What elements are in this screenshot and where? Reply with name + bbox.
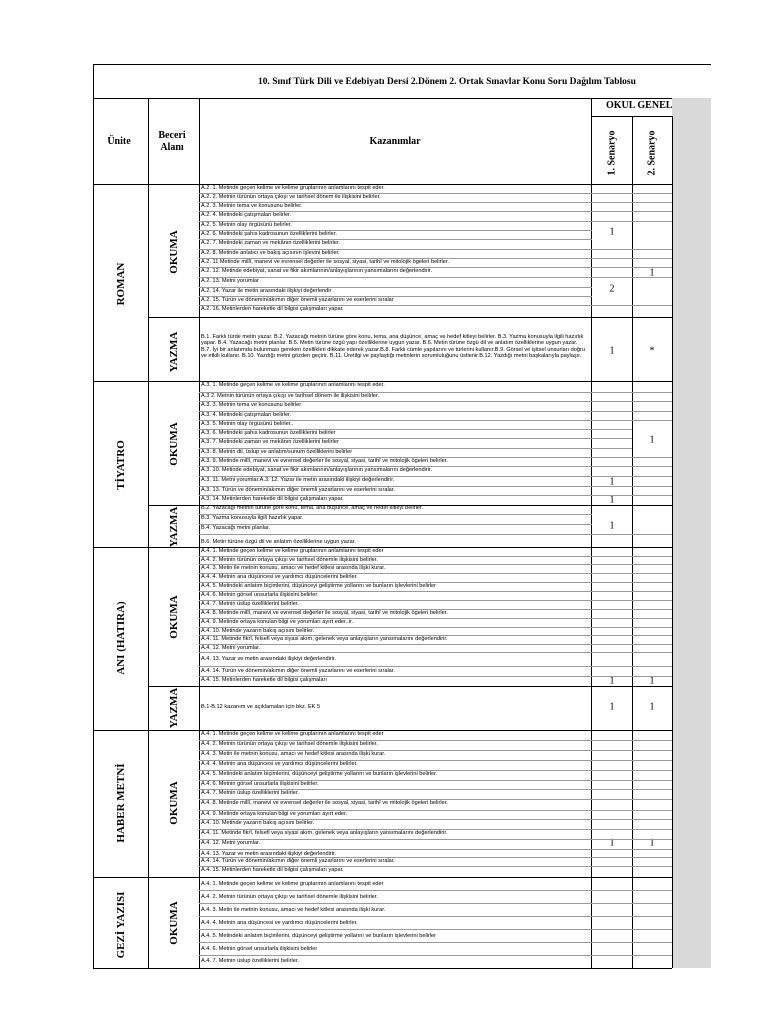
kazanim-row: A.4. 9. Metinde ortaya konulan bilgi ve yorumları ayırt eder..ir. bbox=[201, 619, 354, 625]
grid-line bbox=[199, 635, 672, 636]
kazanim-row: A.4. 5. Metindeki anlatım biçimlerini, düşünceyi geliştirme yollarını ve bunların işlevlerini belirler. bbox=[201, 771, 438, 777]
kazanim-row: A.4. 13. Yazar ve metin arasındaki ilişkiyi değerlendirir. bbox=[201, 656, 337, 662]
kazanim-row: A.3. 14. Metinlerden hareketle dil bilgisi çalışmaları yapar. bbox=[201, 496, 344, 502]
kazanim-row: A.3. 7. Metindeki zaman ve mekânın özelliklerini belirler bbox=[201, 439, 339, 445]
grid-line bbox=[199, 534, 672, 535]
grid-line bbox=[199, 789, 672, 790]
kazanim-row: B.6. Metin türüne özgü dil ve anlatım özelliklerine uygun yazar. bbox=[201, 539, 356, 545]
kazanim-row: A.4. 2. Metnin türünün ortaya çıkışı ve tarihsel dönemle ilişkisini belirler. bbox=[201, 557, 378, 563]
skill-haber-okuma: OKUMA bbox=[168, 781, 180, 825]
value-cell: 1 bbox=[609, 476, 615, 488]
grid-line bbox=[199, 277, 672, 278]
grid-line bbox=[199, 866, 672, 867]
kazanim-row: A.4. 6. Metnin görsel unsurlarla ilişkisini belirler bbox=[201, 946, 318, 952]
grid-line bbox=[199, 857, 672, 858]
kazanim-row: A.4. 12. Metni yorumlar. bbox=[201, 840, 261, 846]
kazanim-row: A.4. 7. Metnin üslup özelliklerini belirler. bbox=[201, 790, 299, 796]
grid-line bbox=[199, 193, 672, 194]
kazanim-row: A.4. 10. Metinde yazarın bakış açısını belirler. bbox=[201, 820, 315, 826]
grid-line bbox=[93, 547, 672, 548]
kazanim-row: A.4. 14. Türün ve dönemin/akımın diğer önemli yazarlarını ve eserlerini sıralar. bbox=[201, 668, 395, 674]
grid-line bbox=[632, 116, 633, 968]
grid-line bbox=[199, 609, 672, 610]
grid-line bbox=[199, 652, 672, 653]
grid-line bbox=[591, 116, 672, 117]
grid-line bbox=[93, 730, 672, 731]
grid-line bbox=[199, 239, 592, 240]
header-okul-genel: OKUL GENEL bbox=[606, 100, 672, 111]
header-senaryo-2: 2. Senaryo bbox=[646, 130, 658, 176]
grid-line bbox=[199, 780, 672, 781]
kazanim-row: A.4. 3. Metin ile metnin konusu, amacı ve hedef kitlesi arasında ilişki kurar. bbox=[201, 565, 386, 571]
value-cell: 2 bbox=[609, 283, 615, 295]
value-cell: 1 bbox=[609, 675, 615, 687]
kazanim-row: B.4. Yazacağı metni planlar. bbox=[201, 525, 271, 531]
kazanim-row: A.3. 11. Metni yorumlar.A.3. 12. Yazar ile metin arasındaki ilişkiyi değerlendirir. bbox=[201, 477, 395, 483]
page-title: 10. Sınıf Türk Dili ve Edebiyatı Dersi 2.Dönem 2. Ortak Sınavlar Konu Soru Dağılım Tablosu bbox=[258, 77, 636, 87]
kazanim-row: A.4. 2. Metnin türünün ortaya çıkışı ve tarihsel dönemle ilişkisini belirler. bbox=[201, 741, 378, 747]
value-cell: 1 bbox=[649, 701, 655, 713]
grid-line bbox=[199, 287, 592, 288]
grid-line bbox=[672, 116, 673, 968]
grid-line bbox=[93, 64, 94, 968]
kazanim-row: A.4. 1. Metinde geçen kelime ve kelime gruplarının anlamlarını tespit eder bbox=[201, 731, 384, 737]
grid-line bbox=[148, 98, 149, 968]
kazanim-row: A.3. 10. Metinde edebiyat, sanat ve fikir akımlarının/anlayışlarının yansımalarını değerlendirir. bbox=[201, 467, 433, 473]
kazanim-row: A.3. 6. Metindeki şahıs kadrosunun özelliklerini belirler bbox=[201, 430, 336, 436]
value-cell: 1 bbox=[609, 345, 615, 357]
grid-line bbox=[199, 420, 672, 421]
skill-tiyatro-yazma: YAZMA bbox=[168, 506, 180, 548]
grid-line bbox=[199, 644, 672, 645]
grid-line bbox=[199, 750, 672, 751]
kazanim-row: A.3. 9. Metinde millî, manevi ve evrensel değerler ile sosyal, siyasi, tarihî ve mitolojik ögeleri belirler. bbox=[201, 458, 448, 464]
grid-line bbox=[199, 457, 672, 458]
kazanim-row: A.4. 3. Metin ile metnin konusu, amacı ve hedef kitlesi arasında ilişki kurar. bbox=[201, 907, 386, 913]
grid-line bbox=[199, 524, 592, 525]
kazanim-row: A.4. 10. Metinde yazarın bakış açısını belirler. bbox=[201, 628, 315, 634]
value-cell: * bbox=[649, 345, 655, 357]
grid-line bbox=[199, 486, 672, 487]
skill-ani-okuma: OKUMA bbox=[168, 595, 180, 639]
kazanim-row: A.4. 4. Metnin ana düşüncesi ve yardımcı düşüncelerini belirler. bbox=[201, 574, 358, 580]
kazanim-row: A.4. 7. Metnin üslup özelliklerini belirler. bbox=[201, 601, 299, 607]
kazanim-paragraph: B.1. Farklı türde metin yazar. B.2. Yazacağı metnin türüne göre konu, tema, ana düşünce, amaç ve hedef kitleyi belirler. B.3. Yazma konusuyla ilgili hazırlık yapar. B.4. Yazacağı metni planlar. B.5. Metin türüne özgü yapı özelliklerine uygun yazar. B.6. Metin türüne özgü dil ve anlatım özelliklerine uygun yazar. B.7. İyi bir anlatımda bulunması gereken özellikleri dikkate ederek yazar.B.8. Farklı cümle yapılarını ve türlerini kullanır.B.9. Görsel ve işitsel unsurları doğru ve etkili kullanır. B.10. Yazdığı metni gözden geçirir. B.11. Üretilgi ve paylaştığı metinlerin sorumluluğunu üstlenir.B.12. Yazdığı metni başkalarıyla paylaşır. bbox=[201, 334, 585, 360]
grid-line bbox=[199, 249, 672, 250]
grid-line bbox=[148, 317, 672, 318]
grid-line bbox=[199, 849, 672, 850]
grid-line bbox=[199, 810, 672, 811]
kazanim-row: A.2. 4. Metindeki çatışmaları belirler. bbox=[201, 212, 292, 218]
kazanim-row: A.4. 15. Metinlerden hareketle dil bilgisi çalışmaları bbox=[201, 677, 327, 683]
kazanim-row: A.2. 1. Metinde geçen kelime ve kelime gruplarının anlamlarını tespit eder. bbox=[201, 185, 385, 191]
value-cell: 1 bbox=[649, 267, 655, 279]
unit-roman: ROMAN bbox=[115, 262, 127, 306]
grid-line bbox=[199, 202, 672, 203]
value-cell: 1 bbox=[609, 226, 615, 238]
grid-line bbox=[199, 799, 672, 800]
value-cell: 1 bbox=[649, 434, 655, 446]
grid-line bbox=[93, 877, 672, 878]
value-cell: 1 bbox=[609, 701, 615, 713]
grid-line bbox=[199, 476, 672, 477]
kazanim-row: A.4. 4. Metnin ana düşüncesi ve yardımcı düşüncelerini belirler. bbox=[201, 761, 358, 767]
grid-line bbox=[93, 64, 711, 65]
kazanim-row: A.4. 15. Metinlerden hareketle dil bilgisi çalışmaları yapar. bbox=[201, 867, 344, 873]
grid-line bbox=[199, 448, 632, 449]
grid-line bbox=[199, 627, 672, 628]
grid-line bbox=[199, 98, 200, 968]
kazanim-row: A.4. 8. Metinde millî, manevi ve evrensel değerler ile sosyal, siyasi, tarihî ve mitolojik ögeleri belirler. bbox=[201, 610, 448, 616]
kazanim-row: A.2. 11 Metinde millî, manevi ve evrensel değerler ile sosyal, siyasi, tarihî ve mitolojik ögeleri belirler. bbox=[201, 259, 449, 265]
grid-line bbox=[199, 600, 672, 601]
grid-line bbox=[199, 591, 672, 592]
skill-gezi-okuma: OKUMA bbox=[168, 901, 180, 945]
grid-line bbox=[199, 740, 672, 741]
kazanim-row: A.3. 5. Metnin olay örgüsünü belirler.. bbox=[201, 421, 294, 427]
grid-line bbox=[199, 411, 672, 412]
grid-line bbox=[199, 556, 672, 557]
skill-roman-yazma: YAZMA bbox=[168, 331, 180, 373]
kazanim-row: A.2. 16. Metinlerden hareketle dil bilgisi çalışmaları yapar. bbox=[201, 306, 344, 312]
grid-line bbox=[199, 305, 672, 306]
kazanim-row: A.4. 7. Metnin üslup özelliklerini belirler. bbox=[201, 958, 299, 964]
grid-line bbox=[199, 258, 672, 259]
kazanim-row: A.4. 13. Yazar ve metin arasındaki ilişkiyi değerlendirir. bbox=[201, 851, 337, 857]
kazanim-row: A.2. 14. Yazar ile metin arasındaki ilişkiyi değerlendir bbox=[201, 288, 332, 294]
value-cell: 1 bbox=[609, 837, 615, 849]
grid-line bbox=[591, 98, 592, 968]
grid-line bbox=[199, 267, 672, 268]
kazanim-row: A.4. 8. Metinde millî, manevi ve evrensel değerler ile sosyal, siyasi, tarihî ve mitolojik ögeleri belirler. bbox=[201, 800, 448, 806]
kazanim-row: A.4. 1. Metinde geçen kelime ve kelime gruplarının anlamlarını tespit eder bbox=[201, 881, 384, 887]
kazanim-row: A.4. 6. Metnin görsel unsurlarla ilişkisini belirler. bbox=[201, 781, 319, 787]
value-cell: 1 bbox=[649, 837, 655, 849]
kazanim-row: A.2. 8. Metinde anlatıcı ve bakış açısının işlevini belirler. bbox=[201, 250, 340, 256]
kazanim-row: A.4. 9. Metinde ortaya konulan bilgi ve yorumları ayırt eder. bbox=[201, 811, 348, 817]
grid-line bbox=[199, 929, 672, 930]
grid-line bbox=[199, 514, 592, 515]
kazanim-row: A.2. 6. Metindeki şahıs kadrosunun özelliklerini belirler. bbox=[201, 231, 337, 237]
value-cell: 1 bbox=[609, 494, 615, 506]
header-beceri: Beceri Alanı bbox=[158, 130, 186, 153]
grid-line bbox=[199, 230, 592, 231]
grid-line bbox=[93, 968, 672, 969]
kazanim-row: A.4. 1. Metinde geçen kelime ve kelime gruplarının anlamlarını tespit eder bbox=[201, 548, 384, 554]
grid-line bbox=[199, 221, 672, 222]
grid-line bbox=[199, 829, 672, 830]
kazanim-row: A.2. 15. Türün ve dönemin/akımın diğer önemli yazarlarını ve eserlerini sıralar bbox=[201, 297, 394, 303]
kazanim-row: A.3. 13. Türün ve dönemin/akımın diğer önemli yazarlarını ve eserlerini sıralar. bbox=[201, 487, 395, 493]
grid-line bbox=[199, 438, 632, 439]
grid-line bbox=[199, 582, 672, 583]
kazanim-row: A.4. 3. Metin ile metnin konusu, amacı ve hedef kitlesi arasında ilişki kurar. bbox=[201, 751, 386, 757]
kazanim-row: A.3. 4. Metindeki çatışmaları belirler. bbox=[201, 412, 292, 418]
grid-line bbox=[199, 916, 672, 917]
grid-line bbox=[199, 573, 672, 574]
kazanim-row: A.4. 14. Türün ve dönemin/akımın diğer önemli yazarlarını ve eserlerini sıralar. bbox=[201, 858, 395, 864]
kazanim-row: A.3. 1. Metinde geçen kelime ve kelime gruplarının anlamlarını tespit eder. bbox=[201, 382, 385, 388]
kazanim-row: A.4. 11. Metinde fikrî, felsefi veya siyasi akım, gelenek veya anlayışların yansımalarını değerlendirir. bbox=[201, 636, 448, 642]
grid-line bbox=[199, 296, 592, 297]
kazanim-row: A.2. 2. Metnin türünün ortaya çıkışı ve tarihsel dönem ile ilişkisini belirler. bbox=[201, 194, 381, 200]
grid-line bbox=[93, 381, 672, 382]
kazanim-row: A.4. 5. Metindeki anlatım biçimlerini, düşünceyi geliştirme yollarını ve bunların işlevlerini belirler bbox=[201, 583, 437, 589]
kazanim-row: A.4. 11. Metinde fikrî, felsefi veya siyasi akım, gelenek veya anlayışların yansımalarını değerlendirir. bbox=[201, 830, 448, 836]
grid-line bbox=[199, 890, 672, 891]
kazanim-row: A.2. 7. Metindeki zaman ve mekânın özelliklerini belirler. bbox=[201, 240, 340, 246]
kazanim-row: B.3. Yazma konusuyla ilgili hazırlık yapar. bbox=[201, 515, 304, 521]
kazanim-row: A.4. 2. Metnin türünün ortaya çıkışı ve tarihsel dönemle ilişkisini belirler. bbox=[201, 894, 378, 900]
grid-line bbox=[148, 686, 672, 687]
kazanim-row: A.2. 3. Metnin tema ve konusunu belirler. bbox=[201, 203, 303, 209]
grid-line bbox=[93, 184, 672, 185]
value-cell: 1 bbox=[609, 520, 615, 532]
kazanim-row: A.3. 3. Metnin tema ve konusunu belirler bbox=[201, 402, 302, 408]
unit-tiyatro: TİYATRO bbox=[115, 440, 127, 490]
header-unite: Ünite bbox=[107, 136, 131, 147]
grid-line bbox=[199, 955, 672, 956]
kazanim-row: A.4. 4. Metnin ana düşüncesi ve yardımcı düşüncelerini belirler. bbox=[201, 920, 358, 926]
grid-line bbox=[199, 770, 672, 771]
grid-line bbox=[199, 839, 672, 840]
grid-line bbox=[199, 392, 672, 393]
kazanim-row: A.3 2. Metnin türünün ortaya çıkışı ve tarihsel dönem ile ilişkisini belirler. bbox=[201, 393, 380, 399]
header-kazanimlar: Kazanımlar bbox=[369, 136, 421, 147]
kazanim-row: A.4. 6. Metnin görsel unsurlarla ilişkisini belirler bbox=[201, 592, 318, 598]
kazanim-row: B.1-B.12 kazanım ve açıklamaları için bkz. EK 5 bbox=[201, 704, 321, 710]
kazanim-row: A.4. 5. Metindeki anlatım biçimlerini, düşünceyi geliştirme yollarını ve bunların işlevlerini belirler bbox=[201, 933, 437, 939]
skill-ani-yazma: YAZMA bbox=[168, 687, 180, 729]
unit-haber-metni: HABER METNİ bbox=[115, 763, 127, 843]
grid-line bbox=[199, 819, 672, 820]
kazanim-row: B.2. Yazacağı metnin türüne göre konu, tema, ana düşünce, amaç ve hedef kitleyi belirler. bbox=[201, 505, 424, 511]
kazanim-row: A.3. 8. Metnin dil, üslup ve anlatım/sunum özelliklerini belirler bbox=[201, 449, 353, 455]
grid-line bbox=[199, 564, 672, 565]
unit-gezi-yazisi: GEZİ YAZISI bbox=[115, 891, 127, 959]
grid-line bbox=[199, 211, 672, 212]
grid-line bbox=[199, 495, 672, 496]
grey-side-band bbox=[672, 98, 711, 968]
header-senaryo-1: 1. Senaryo bbox=[606, 130, 618, 176]
kazanim-row: A.2. 5. Metnin olay örgüsünü belirler. bbox=[201, 222, 292, 228]
skill-tiyatro-okuma: OKUMA bbox=[168, 422, 180, 466]
grid-line bbox=[199, 760, 672, 761]
kazanim-row: A.2. 13. Metni yorumlar bbox=[201, 278, 259, 284]
kazanim-row: A.4. 12. Metni yorumlar. bbox=[201, 645, 261, 651]
grid-line bbox=[199, 903, 672, 904]
grid-line bbox=[199, 666, 672, 667]
grid-line bbox=[199, 676, 672, 677]
grid-line bbox=[199, 618, 672, 619]
grid-line bbox=[199, 942, 672, 943]
unit-ani: ANI (HATIRA) bbox=[115, 601, 127, 675]
value-cell: 1 bbox=[649, 675, 655, 687]
grid-line bbox=[199, 401, 672, 402]
skill-roman-okuma: OKUMA bbox=[168, 230, 180, 274]
grid-line bbox=[93, 98, 672, 99]
kazanim-row: A.2. 12. Metinde edebiyat, sanat ve fikir akımlarının/anlayışlarının yansımalarını değerlendirir. bbox=[201, 268, 433, 274]
grid-line bbox=[199, 429, 632, 430]
grid-line bbox=[199, 466, 672, 467]
grid-line bbox=[148, 505, 672, 506]
